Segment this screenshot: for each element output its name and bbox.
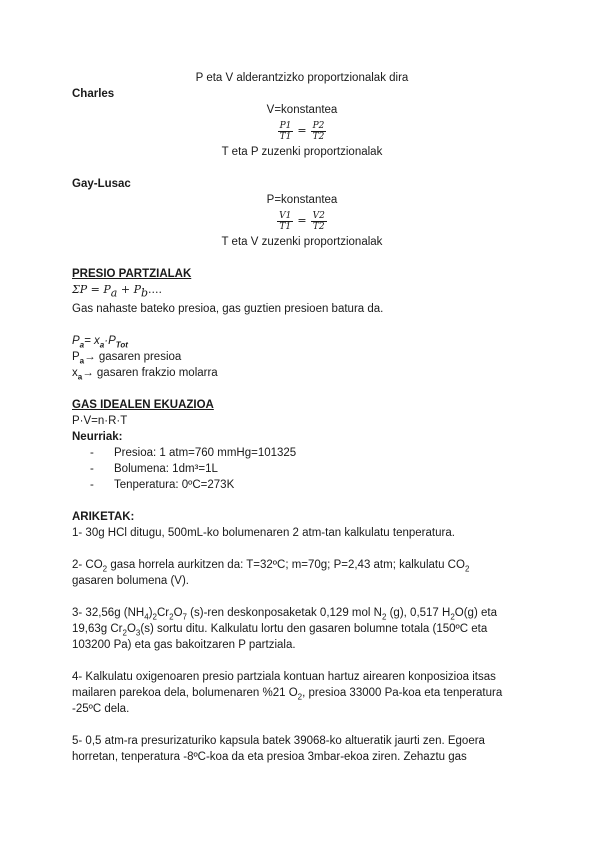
charles-conclusion: T eta P zuzenki proportzionalak (221, 146, 383, 158)
partial-pressure-formula: $P_a= x_a\cdot P_{Tot}$ (72, 335, 128, 350)
definition-xa: $x_a\to$ gasaren frakzio molarra (72, 367, 218, 382)
list-item: - Presioa: 1 atm=760 mmHg=101325 (90, 445, 532, 461)
presio-description: Gas nahaste bateko presioa, gas guztien presioen batura da. (72, 303, 384, 315)
charles-constant: V=konstantea (266, 104, 338, 116)
units-list (72, 445, 532, 493)
gaylusac-title: Gay-Lusac (72, 178, 131, 190)
gaylusac-constant: P=konstantea (266, 194, 338, 206)
ideal-gas-equation: P·V=n·R·T (72, 415, 128, 427)
gaylusac-frac-right: $\frac{V2}{T2}$ (312, 210, 325, 232)
list-item: - Bolumena: 1dm³=1L (90, 461, 532, 477)
exercise-3: 3- 32,56g $(NH_4)_2Cr_2O_7$ (s)-ren deskonposaketak 0,129 mol $N_2$ (g), 0,517 $H_2O(g)$ eta 19,63g $Cr_2O_3(s)$ sortu ditu. Kalkulatu lortu den gasaren bolumne totala (150ºC eta 103200 Pa) eta gas bakoitzaren P partziala. (72, 607, 497, 651)
charles-equation: $\frac{P1}{T1}$ = $\frac{P2}{T2}$ (279, 120, 325, 142)
charles-title: Charles (72, 88, 115, 100)
list-item: - Tenperatura: 0ºC=273K (90, 477, 532, 493)
document-page (72, 70, 532, 765)
exercises-title: ARIKETAK: (72, 511, 135, 523)
definition-pa: $P_a\to$ gasaren presioa (72, 351, 182, 366)
exercise-1: 1- 30g HCl ditugu, 500mL-ko bolumenaren 2 atm-tan kalkulatu tenperatura. (72, 527, 455, 539)
gaylusac-equation: $\frac{V1}{T1}$ = $\frac{V2}{T2}$ (279, 210, 325, 232)
gaylusac-conclusion: T eta V zuzenki proportzionalak (221, 236, 383, 248)
exercise-4: 4- Kalkulatu oxigenoaren presio partziala kontuan hartuz airearen konposizioa itsas mailaren parekoa dela, bolumenaren %21 $O_2$, presioa 33000 Pa-koa eta tenperatura -25ºC dela. (72, 671, 503, 715)
intro-line: P eta V alderantzizko proportzionalak dira (195, 72, 409, 84)
presio-title: PRESIO PARTZIALAK (72, 268, 192, 280)
ideal-gas-title: GAS IDEALEN EKUAZIOA (72, 399, 214, 411)
units-title: Neurriak: (72, 431, 123, 443)
exercise-2: 2- $CO_2$ gasa horrela aurkitzen da: T=32ºC; m=70g; P=2,43 atm; kalkulatu $CO_2$ gasaren bolumena (V). (72, 559, 470, 587)
exercise-5: 5- 0,5 atm-ra presurizaturiko kapsula batek 39068-ko altueratik jaurti zen. Egoera horretan, tenperatura -8ºC-koa da eta presioa 3mbar-ekoa ziren. Zehaztu gas (72, 735, 485, 763)
charles-frac-left: $\frac{P1}{T1}$ (279, 120, 292, 142)
charles-frac-right: $\frac{P2}{T2}$ (312, 120, 325, 142)
gaylusac-frac-left: $\frac{V1}{T1}$ (279, 210, 292, 232)
dalton-formula: $\Sigma P = P_a + P_b$.... (72, 283, 163, 300)
